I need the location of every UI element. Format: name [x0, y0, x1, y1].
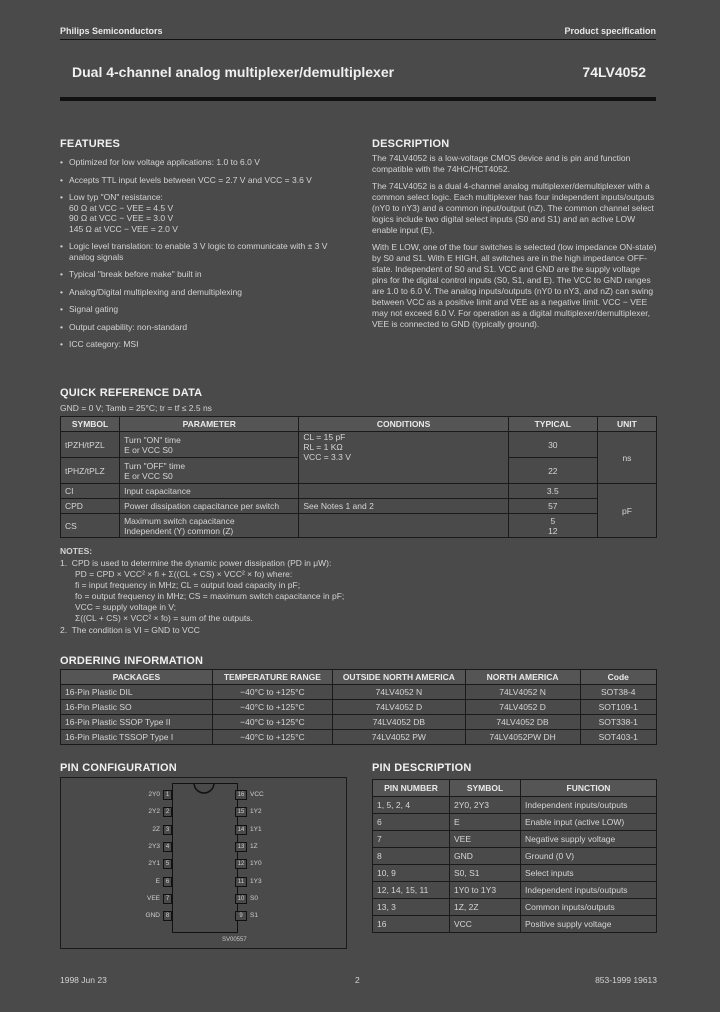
- header-rule: [60, 39, 656, 40]
- ic-package: [172, 783, 238, 933]
- qr-symbol: tPHZ/tPLZ: [61, 458, 120, 484]
- features-heading: FEATURES: [60, 138, 121, 150]
- pin-label: GND: [145, 912, 160, 920]
- pin-label: 2Y0: [148, 791, 160, 798]
- ord-col-code: Code: [580, 670, 657, 685]
- table-cell: VCC: [450, 916, 521, 933]
- table-row: [373, 848, 657, 865]
- pin-desc-table: [372, 779, 657, 933]
- qr-parameter: Turn "ON" time E or VCC S0: [120, 432, 299, 458]
- qr-col-parameter: PARAMETER: [120, 417, 299, 432]
- ic-notch: [193, 782, 215, 794]
- table-cell: 1Y0 to 1Y3: [450, 882, 521, 899]
- pin-number: 11: [235, 877, 247, 887]
- table-cell: Positive supply voltage: [521, 916, 657, 933]
- note-line: Σ((CL + CS) × VCC² × fo) = sum of the outputs.: [75, 613, 253, 623]
- table-cell: 16-Pin Plastic SSOP Type II: [61, 715, 213, 730]
- pin-label: 1Y0: [250, 860, 262, 868]
- quick-ref-heading: QUICK REFERENCE DATA: [60, 387, 203, 399]
- feature-item: • Optimized for low voltage applications: 1.0 to 6.0 V: [60, 157, 345, 168]
- company-name: Philips Semiconductors: [60, 26, 163, 36]
- table-cell: 74LV4052 DB: [333, 715, 466, 730]
- table-cell: E: [450, 814, 521, 831]
- table-cell: Independent inputs/outputs: [521, 882, 657, 899]
- pin-number: 16: [235, 790, 247, 800]
- qr-conditions: [299, 484, 508, 499]
- table-row: [373, 916, 657, 933]
- table-row: [61, 484, 657, 499]
- ic-caption: SV00557: [222, 937, 247, 943]
- table-cell: 74LV4052 PW: [333, 730, 466, 745]
- pin-label: 2Y2: [148, 808, 160, 816]
- table-cell: VEE: [450, 831, 521, 848]
- pin-label: 2Y3: [148, 842, 160, 850]
- table-cell: 16-Pin Plastic SO: [61, 700, 213, 715]
- table-cell: 74LV4052 DB: [465, 715, 580, 730]
- qr-col-unit: UNIT: [597, 417, 656, 432]
- table-cell: −40°C to +125°C: [212, 730, 332, 745]
- table-row: [373, 865, 657, 882]
- qr-symbol: CS: [61, 514, 120, 538]
- table-cell: Ground (0 V): [521, 848, 657, 865]
- page-number: 2: [355, 975, 360, 985]
- description-body: [372, 153, 657, 336]
- ord-col-outside-na: OUTSIDE NORTH AMERICA: [333, 670, 466, 685]
- table-cell: S0, S1: [450, 865, 521, 882]
- note-line: fi = input frequency in MHz; CL = output load capacity in pF;: [75, 580, 301, 590]
- pin-number: 8: [163, 911, 172, 921]
- page-title: Dual 4-channel analog multiplexer/demultiplexer: [72, 64, 395, 80]
- qr-conditions: CL = 15 pF RL = 1 KΩ VCC = 3.3 V: [299, 432, 508, 484]
- pin-number: 3: [163, 825, 172, 835]
- ordering-heading: ORDERING INFORMATION: [60, 655, 204, 667]
- description-p2: The 74LV4052 is a dual 4-channel analog multiplexer/demultiplexer with a common select logic. Each multiplexer has four independent inputs/outputs (nY0 to nY3) and a common input/output (nZ). The common channel select logics include two digital select inputs (S0 and S1) and an active LOW enable input (E).: [372, 181, 655, 235]
- doc-type: Product specification: [564, 26, 656, 36]
- qr-conditions: [299, 514, 508, 538]
- qr-parameter: Maximum switch capacitance Independent (Y) common (Z): [120, 514, 299, 538]
- pin-number: 15: [235, 807, 247, 817]
- qr-conditions: See Notes 1 and 2: [299, 499, 508, 514]
- table-row: [61, 432, 657, 458]
- table-cell: 74LV4052 N: [333, 685, 466, 700]
- pin-number: 7: [163, 894, 172, 904]
- ordering-table: [60, 669, 657, 745]
- table-row: [373, 831, 657, 848]
- pin-number: 5: [163, 859, 172, 869]
- table-cell: SOT38-4: [580, 685, 657, 700]
- ord-col-packages: PACKAGES: [61, 670, 213, 685]
- pin-label: 1Y3: [250, 877, 262, 885]
- ord-col-temp: TEMPERATURE RANGE: [212, 670, 332, 685]
- note-line: 2. The condition is VI = GND to VCC: [60, 625, 200, 635]
- table-cell: SOT109-1: [580, 700, 657, 715]
- table-row: [61, 499, 657, 514]
- pin-number: 2: [163, 807, 172, 817]
- table-cell: 16: [373, 916, 450, 933]
- table-cell: 8: [373, 848, 450, 865]
- table-row: [61, 715, 657, 730]
- feature-item: • Signal gating: [60, 304, 345, 315]
- table-cell: −40°C to +125°C: [212, 715, 332, 730]
- qr-parameter: Power dissipation capacitance per switch: [120, 499, 299, 514]
- table-cell: 16-Pin Plastic DIL: [61, 685, 213, 700]
- qr-typical: 5 12: [508, 514, 597, 538]
- part-number: 74LV4052: [582, 64, 646, 80]
- pin-label: 2Z: [152, 825, 160, 833]
- notes-title: NOTES:: [60, 546, 93, 556]
- qr-parameter: Input capacitance: [120, 484, 299, 499]
- pin-label: E: [155, 877, 160, 885]
- table-cell: 13, 3: [373, 899, 450, 916]
- qr-col-conditions: CONDITIONS: [299, 417, 508, 432]
- qr-col-symbol: SYMBOL: [61, 417, 120, 432]
- table-row: [373, 814, 657, 831]
- pin-number: 4: [163, 842, 172, 852]
- table-row: [61, 514, 657, 538]
- qr-typical: 30: [508, 432, 597, 458]
- pin-number: 13: [235, 842, 247, 852]
- qr-unit: ns: [597, 432, 656, 484]
- ord-col-na: NORTH AMERICA: [465, 670, 580, 685]
- table-cell: 74LV4052 D: [333, 700, 466, 715]
- pin-number: 12: [235, 859, 247, 869]
- table-cell: Negative supply voltage: [521, 831, 657, 848]
- table-cell: 12, 14, 15, 11: [373, 882, 450, 899]
- features-list: [60, 157, 345, 357]
- table-row: [373, 882, 657, 899]
- table-cell: 10, 9: [373, 865, 450, 882]
- qr-typical: 3.5: [508, 484, 597, 499]
- table-cell: Common inputs/outputs: [521, 899, 657, 916]
- feature-item: • Logic level translation: to enable 3 V logic to communicate with ± 3 V analog signals: [60, 241, 345, 262]
- table-cell: 2Y0, 2Y3: [450, 797, 521, 814]
- table-cell: 1Z, 2Z: [450, 899, 521, 916]
- table-cell: 1, 5, 2, 4: [373, 797, 450, 814]
- pin-number: 14: [235, 825, 247, 835]
- qr-col-typical: TYPICAL: [508, 417, 597, 432]
- qr-typical: 57: [508, 499, 597, 514]
- table-cell: GND: [450, 848, 521, 865]
- pin-label: 1Y2: [250, 808, 262, 816]
- table-cell: −40°C to +125°C: [212, 700, 332, 715]
- pin-label: S1: [250, 912, 258, 920]
- quick-ref-table: [60, 416, 657, 538]
- qr-symbol: tPZH/tPZL: [61, 432, 120, 458]
- note-line: PD = CPD × VCC² × fi + Σ((CL + CS) × VCC² × fo) where:: [75, 569, 293, 579]
- feature-item: • Analog/Digital multiplexing and demultiplexing: [60, 287, 345, 298]
- feature-item: • Output capability: non-standard: [60, 322, 345, 333]
- table-cell: 16-Pin Plastic TSSOP Type I: [61, 730, 213, 745]
- note-line: fo = output frequency in MHz; CS = maximum switch capacitance in pF;: [75, 591, 345, 601]
- pin-label: 1Z: [250, 842, 258, 850]
- table-row: [61, 700, 657, 715]
- table-cell: SOT338-1: [580, 715, 657, 730]
- pin-label: 1Y1: [250, 825, 262, 833]
- table-cell: 74LV4052 N: [465, 685, 580, 700]
- pin-label: S0: [250, 894, 258, 902]
- pin-number: 6: [163, 877, 172, 887]
- description-heading: DESCRIPTION: [372, 138, 450, 150]
- table-cell: Select inputs: [521, 865, 657, 882]
- qr-parameter: Turn "OFF" time E or VCC S0: [120, 458, 299, 484]
- table-cell: 74LV4052PW DH: [465, 730, 580, 745]
- table-row: [61, 730, 657, 745]
- feature-item: • Accepts TTL input levels between VCC = 2.7 V and VCC = 3.6 V: [60, 175, 345, 186]
- pin-label: VCC: [250, 791, 264, 798]
- pin-config-heading: PIN CONFIGURATION: [60, 762, 177, 774]
- pin-number: 1: [163, 790, 172, 800]
- pd-col-pin: PIN NUMBER: [373, 780, 450, 797]
- note-line: 1. CPD is used to determine the dynamic power dissipation (PD in μW):: [60, 558, 332, 568]
- pd-col-symbol: SYMBOL: [450, 780, 521, 797]
- table-cell: Enable input (active LOW): [521, 814, 657, 831]
- table-cell: 74LV4052 D: [465, 700, 580, 715]
- feature-item: • Typical "break before make" built in: [60, 269, 345, 280]
- footer-date: 1998 Jun 23: [60, 975, 107, 985]
- table-cell: Independent inputs/outputs: [521, 797, 657, 814]
- pin-label: 2Y1: [148, 860, 160, 868]
- doc-number: 853-1999 19613: [595, 975, 657, 985]
- qr-symbol: CI: [61, 484, 120, 499]
- table-row: [373, 899, 657, 916]
- table-row: [61, 685, 657, 700]
- description-p3: With E LOW, one of the four switches is selected (low impedance ON-state) by S0 and S1. With E HIGH, all switches are in the high impedance OFF-state. Independent of S0 and S1. VCC and GND are the supply voltage pins for the digital control inputs (S0, S1, and E). The VCC to GND ranges are 1.0 to 6.0 V. The analog inputs/outputs (nY0 to nY3, and nZ) can swing between VCC as a positive limit and VEE as a negative limit. VCC − VEE may not exceed 6.0 V. For operation as a digital multiplexer/demultiplexer, VEE is connected to GND (typically ground).: [372, 242, 657, 329]
- feature-item: • Low typ "ON" resistance: 60 Ω at VCC − VEE = 4.5 V 90 Ω at VCC − VEE = 3.0 V 145 Ω at VCC − VEE = 2.0 V: [60, 192, 345, 234]
- qr-typical: 22: [508, 458, 597, 484]
- pd-col-function: FUNCTION: [521, 780, 657, 797]
- description-p1: The 74LV4052 is a low-voltage CMOS device and is pin and function compatible with the 74HC/HCT4052.: [372, 153, 631, 174]
- pin-number: 10: [235, 894, 247, 904]
- table-row: [373, 797, 657, 814]
- table-cell: −40°C to +125°C: [212, 685, 332, 700]
- qr-unit: pF: [597, 484, 656, 538]
- qr-symbol: CPD: [61, 499, 120, 514]
- feature-item: • ICC category: MSI: [60, 339, 345, 350]
- pin-number: 9: [235, 911, 247, 921]
- quick-ref-conditions: GND = 0 V; Tamb = 25°C; tr = tf ≤ 2.5 ns: [60, 403, 212, 413]
- table-cell: SOT403-1: [580, 730, 657, 745]
- title-rule: [60, 97, 656, 101]
- note-line: VCC = supply voltage in V;: [75, 602, 177, 612]
- pin-label: VEE: [146, 894, 160, 902]
- table-cell: 7: [373, 831, 450, 848]
- pin-desc-heading: PIN DESCRIPTION: [372, 762, 472, 774]
- table-cell: 6: [373, 814, 450, 831]
